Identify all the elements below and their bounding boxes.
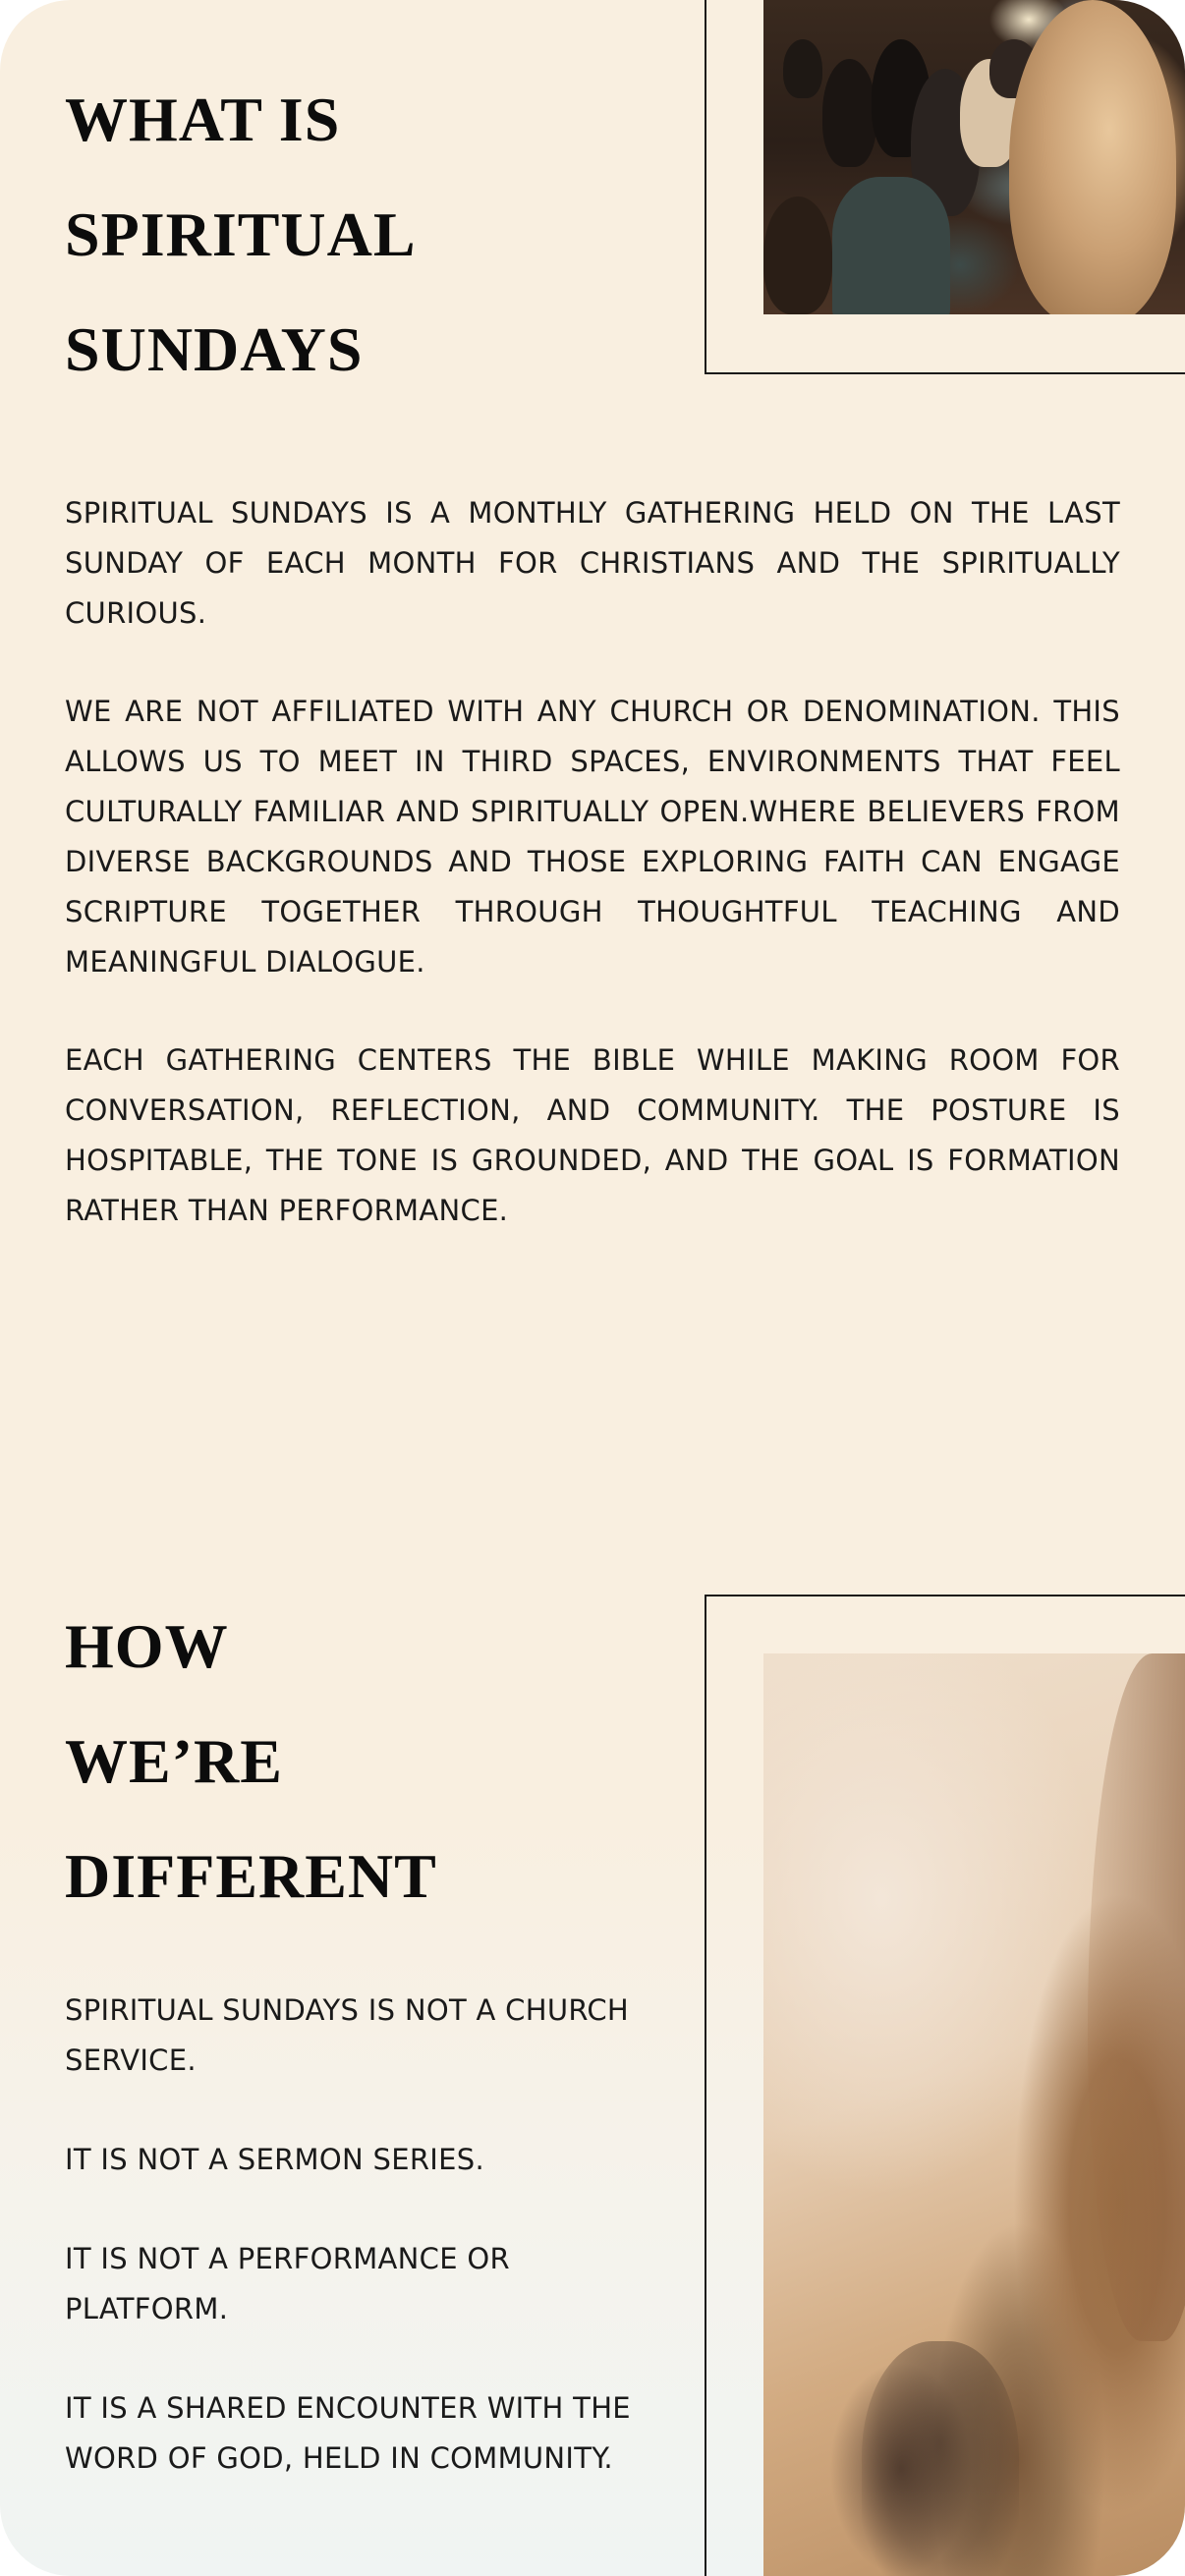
list-item: IT IS A SHARED ENCOUNTER WITH THE WORD OF GOD, HELD IN COMMUNITY.	[65, 2391, 631, 2475]
paragraph: EACH GATHERING CENTERS THE BIBLE WHILE MAKING ROOM FOR CONVERSATION, REFLECTION, AND COMMUNITY. THE POSTURE IS HOSPITABLE, THE TONE IS GROUNDED, AND THE GOAL IS FORMATION RATHER THAN PERFORMANCE.	[65, 1043, 1120, 1227]
paragraph: SPIRITUAL SUNDAYS IS A MONTHLY GATHERING HELD ON THE LAST SUNDAY OF EACH MONTH FOR CHRISTIANS AND THE SPIRITUALLY CURIOUS.	[65, 496, 1120, 630]
paragraph: WE ARE NOT AFFILIATED WITH ANY CHURCH OR DENOMINATION. THIS ALLOWS US TO MEET IN THIRD SPACES, ENVIRONMENTS THAT FEEL CULTURALLY FAMILIAR AND SPIRITUALLY OPEN.WHERE BELIEVERS FROM DIVERSE BACKGROUNDS AND THOSE EXPLORING FAITH CAN ENGAGE SCRIPTURE TOGETHER THROUGH THOUGHTFUL TEACHING AND MEANINGFUL DIALOGUE.	[65, 695, 1120, 979]
heading-line: HOW	[65, 1611, 229, 1681]
photo-figure	[763, 196, 832, 314]
heading-line: SPIRITUAL	[65, 199, 417, 269]
photo-figure	[832, 177, 950, 314]
what-is-description	[65, 488, 1120, 1236]
photo-figure	[822, 59, 876, 167]
list-item: IT IS NOT A SERMON SERIES.	[65, 2143, 484, 2176]
photo-figure	[1009, 0, 1176, 314]
fabric-photo	[763, 1653, 1185, 2576]
list-item: IT IS NOT A PERFORMANCE OR PLATFORM.	[65, 2242, 510, 2325]
list-item: SPIRITUAL SUNDAYS IS NOT A CHURCH SERVICE.	[65, 1993, 630, 2077]
what-is-heading	[65, 62, 417, 407]
heading-line: DIFFERENT	[65, 1841, 437, 1911]
how-different-heading	[65, 1589, 437, 1933]
photo-fabric-fold	[1088, 1653, 1185, 2341]
heading-line: WHAT IS	[65, 84, 341, 154]
photo-shadow-hand	[862, 2341, 1019, 2576]
how-different-list	[65, 1986, 674, 2484]
heading-line: WE’RE	[65, 1726, 283, 1796]
photo-figure	[783, 39, 822, 98]
heading-line: SUNDAYS	[65, 314, 364, 384]
gathering-photo	[763, 0, 1185, 314]
